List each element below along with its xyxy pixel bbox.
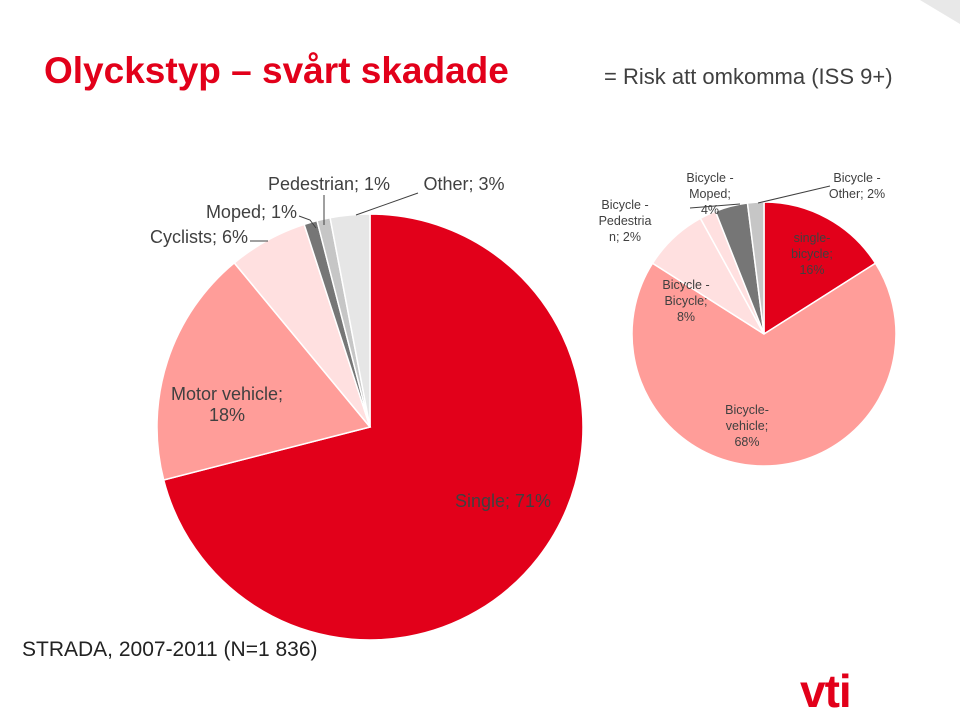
pie-chart-2 bbox=[599, 171, 896, 466]
source-note: STRADA, 2007-2011 (N=1 836) bbox=[22, 638, 318, 661]
data-label-bicycle-pedestrian: Bicycle -Pedestria n; 2% bbox=[598, 198, 652, 244]
data-label-motor-vehicle: Motor vehicle; 18% bbox=[170, 384, 284, 425]
data-label-bicycle-vehicle: Bicycle-vehicle; 68% bbox=[725, 403, 769, 449]
slide-title: Olyckstyp – svårt skadade bbox=[44, 50, 509, 91]
data-label-bicycle-other: Bicycle -Other; 2% bbox=[828, 171, 886, 201]
leader-line-other bbox=[356, 193, 418, 215]
leader-line-bicycle-other bbox=[758, 186, 830, 203]
data-label-other: Other; 3% bbox=[423, 174, 505, 194]
data-label-single-bicycle: single-bicycle; 16% bbox=[791, 231, 833, 277]
data-label-single: Single; 71% bbox=[454, 491, 552, 511]
slide-subtitle: = Risk att omkomma (ISS 9+) bbox=[604, 64, 893, 89]
data-label-cyclists: Cyclists; 6% bbox=[149, 227, 248, 247]
data-label-bicycle-bicycle: Bicycle -Bicycle; 8% bbox=[662, 278, 710, 324]
data-label-pedestrian: Pedestrian; 1% bbox=[267, 174, 391, 194]
vti-logo: vti bbox=[800, 665, 851, 717]
pie-chart-1 bbox=[150, 174, 583, 640]
data-label-moped: Moped; 1% bbox=[205, 202, 297, 222]
data-label-bicycle-moped: Bicycle -Moped; 4% bbox=[686, 171, 734, 217]
